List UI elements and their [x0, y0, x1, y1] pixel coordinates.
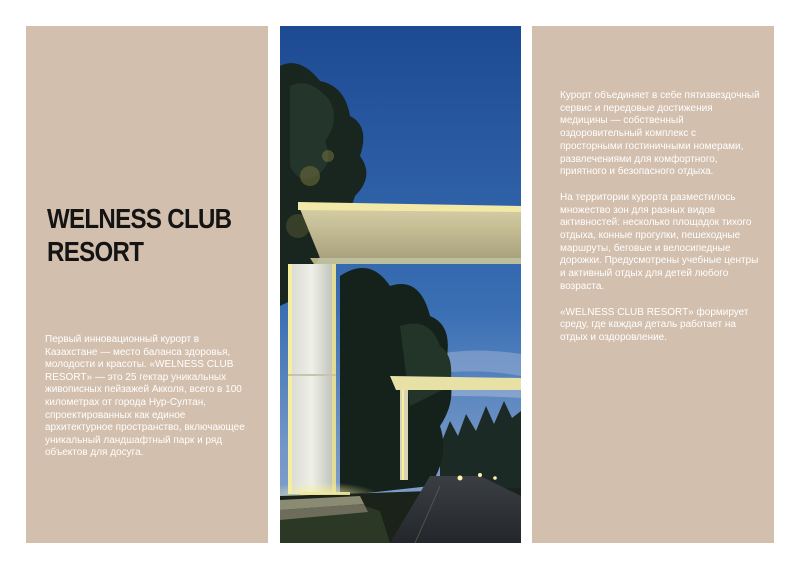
right-panel — [532, 26, 774, 543]
resort-entrance-illustration — [280, 26, 521, 543]
intro-paragraph: Первый инновационный курорт в Казахстане — место баланса здоровья, молодости и красоты. «WELNESS CLUB RESORT» — это 25 гектар уникальных живописных пейзажей Акколя, всего в 100 километрах от города Нур-Султан, спроектированных как единое архитектурное пространство, включающее уникальный ландшафтный парк и ряд объектов для досуга. — [45, 334, 245, 459]
brochure-title: WELNESS CLUB RESORT — [47, 203, 232, 267]
description-block — [560, 90, 760, 358]
paragraph-environment: «WELNESS CLUB RESORT» формирует среду, где каждая деталь работает на отдых и оздоровление. — [560, 306, 749, 343]
paragraph-services: Курорт объединяет в себе пятизвездочный сервис и передовые достижения медицины — собственный оздоровительный комплекс с просторными гостиничными номерами, развлечениями для комфортного, приятного и безопасного отдыха. — [560, 90, 760, 178]
resort-photo — [280, 26, 521, 543]
left-panel — [26, 26, 268, 543]
paragraph-activities: На территории курорта разместилось множество зон для разных видов активностей: несколько площадок тихого отдыха, конные прогулки, пешеходные маршруты, беговые и велосипедные дорожки. Предусмотрены учебные центры и активный отдых для детей любого возраста. — [560, 191, 759, 292]
